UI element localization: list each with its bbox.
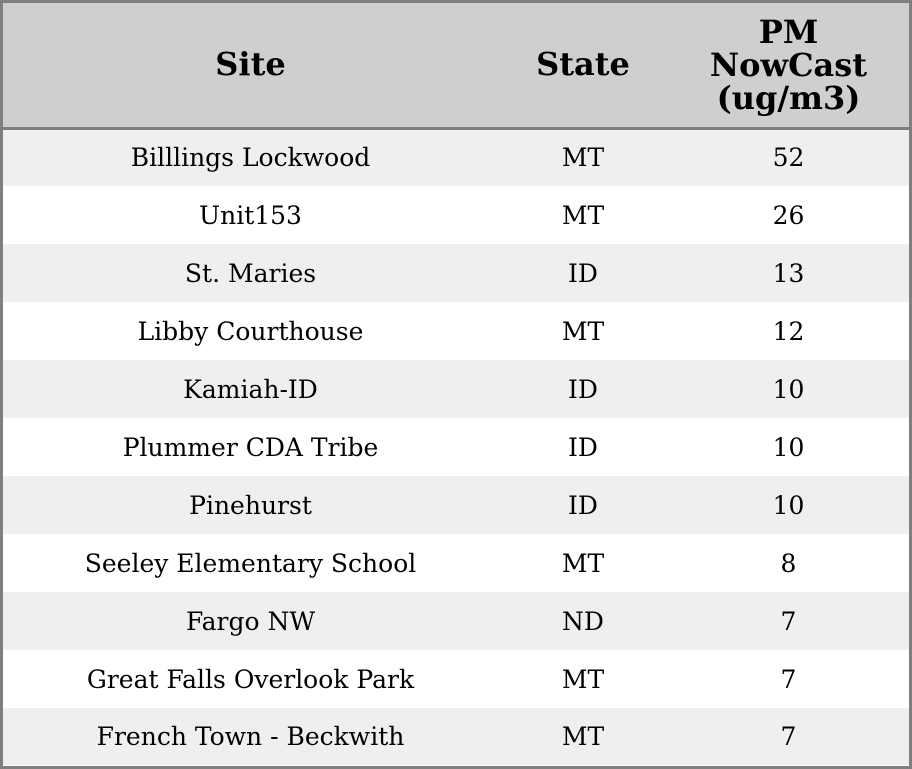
table-row: [3, 476, 909, 534]
pm-value-cell: 7: [780, 722, 797, 751]
pm-value-cell: 10: [772, 432, 805, 462]
pm-value-cell: 10: [772, 490, 805, 520]
column-header-pm-nowcast: [668, 3, 909, 128]
table-row: [3, 302, 909, 360]
header-line: NowCast: [709, 46, 868, 85]
state-cell: ID: [568, 258, 598, 288]
pm-value-cell: 12: [772, 316, 805, 346]
table-row: [3, 592, 909, 650]
header-line: State: [536, 45, 630, 84]
state-cell: ID: [568, 432, 598, 462]
site-cell: Seeley Elementary School: [84, 548, 417, 578]
pm-value-cell: 10: [772, 374, 805, 404]
state-cell: ND: [562, 606, 604, 636]
pm-value-cell: 13: [772, 258, 805, 288]
table-body: [3, 128, 909, 765]
pm-value-cell: 26: [772, 200, 805, 230]
pm-value-cell: 7: [780, 606, 797, 636]
site-cell: Kamiah-ID: [183, 374, 318, 404]
site-cell: French Town - Beckwith: [96, 722, 405, 751]
site-cell: Billlings Lockwood: [130, 143, 371, 173]
table-row: [3, 244, 909, 302]
header-line: (ug/m3): [716, 79, 861, 118]
table-row: [3, 534, 909, 592]
site-cell: Great Falls Overlook Park: [86, 664, 415, 694]
table-row: [3, 360, 909, 418]
header-row: [3, 3, 909, 128]
table-row: [3, 128, 909, 186]
state-cell: MT: [561, 664, 605, 694]
pm-value-cell: 7: [780, 664, 797, 694]
column-header-site: [3, 3, 498, 128]
table-row: [3, 418, 909, 476]
table-row: [3, 186, 909, 244]
state-cell: MT: [561, 200, 605, 230]
site-cell: St. Maries: [184, 258, 317, 288]
state-cell: MT: [561, 722, 605, 751]
pm-value-cell: 52: [772, 143, 805, 173]
site-cell: Unit153: [199, 200, 302, 230]
header-line: PM: [758, 13, 819, 52]
state-cell: MT: [561, 143, 605, 173]
site-cell: Libby Courthouse: [137, 316, 364, 346]
pm-nowcast-table: [3, 3, 909, 765]
pm-value-cell: 8: [780, 548, 797, 578]
header-line: Site: [215, 45, 286, 84]
table-row: [3, 650, 909, 708]
table-row: [3, 708, 909, 765]
site-cell: Pinehurst: [189, 490, 312, 520]
state-cell: MT: [561, 548, 605, 578]
state-cell: MT: [561, 316, 605, 346]
site-cell: Plummer CDA Tribe: [122, 432, 379, 462]
state-cell: ID: [568, 374, 598, 404]
state-cell: ID: [568, 490, 598, 520]
site-cell: Fargo NW: [185, 606, 316, 636]
column-header-state: [498, 3, 668, 128]
